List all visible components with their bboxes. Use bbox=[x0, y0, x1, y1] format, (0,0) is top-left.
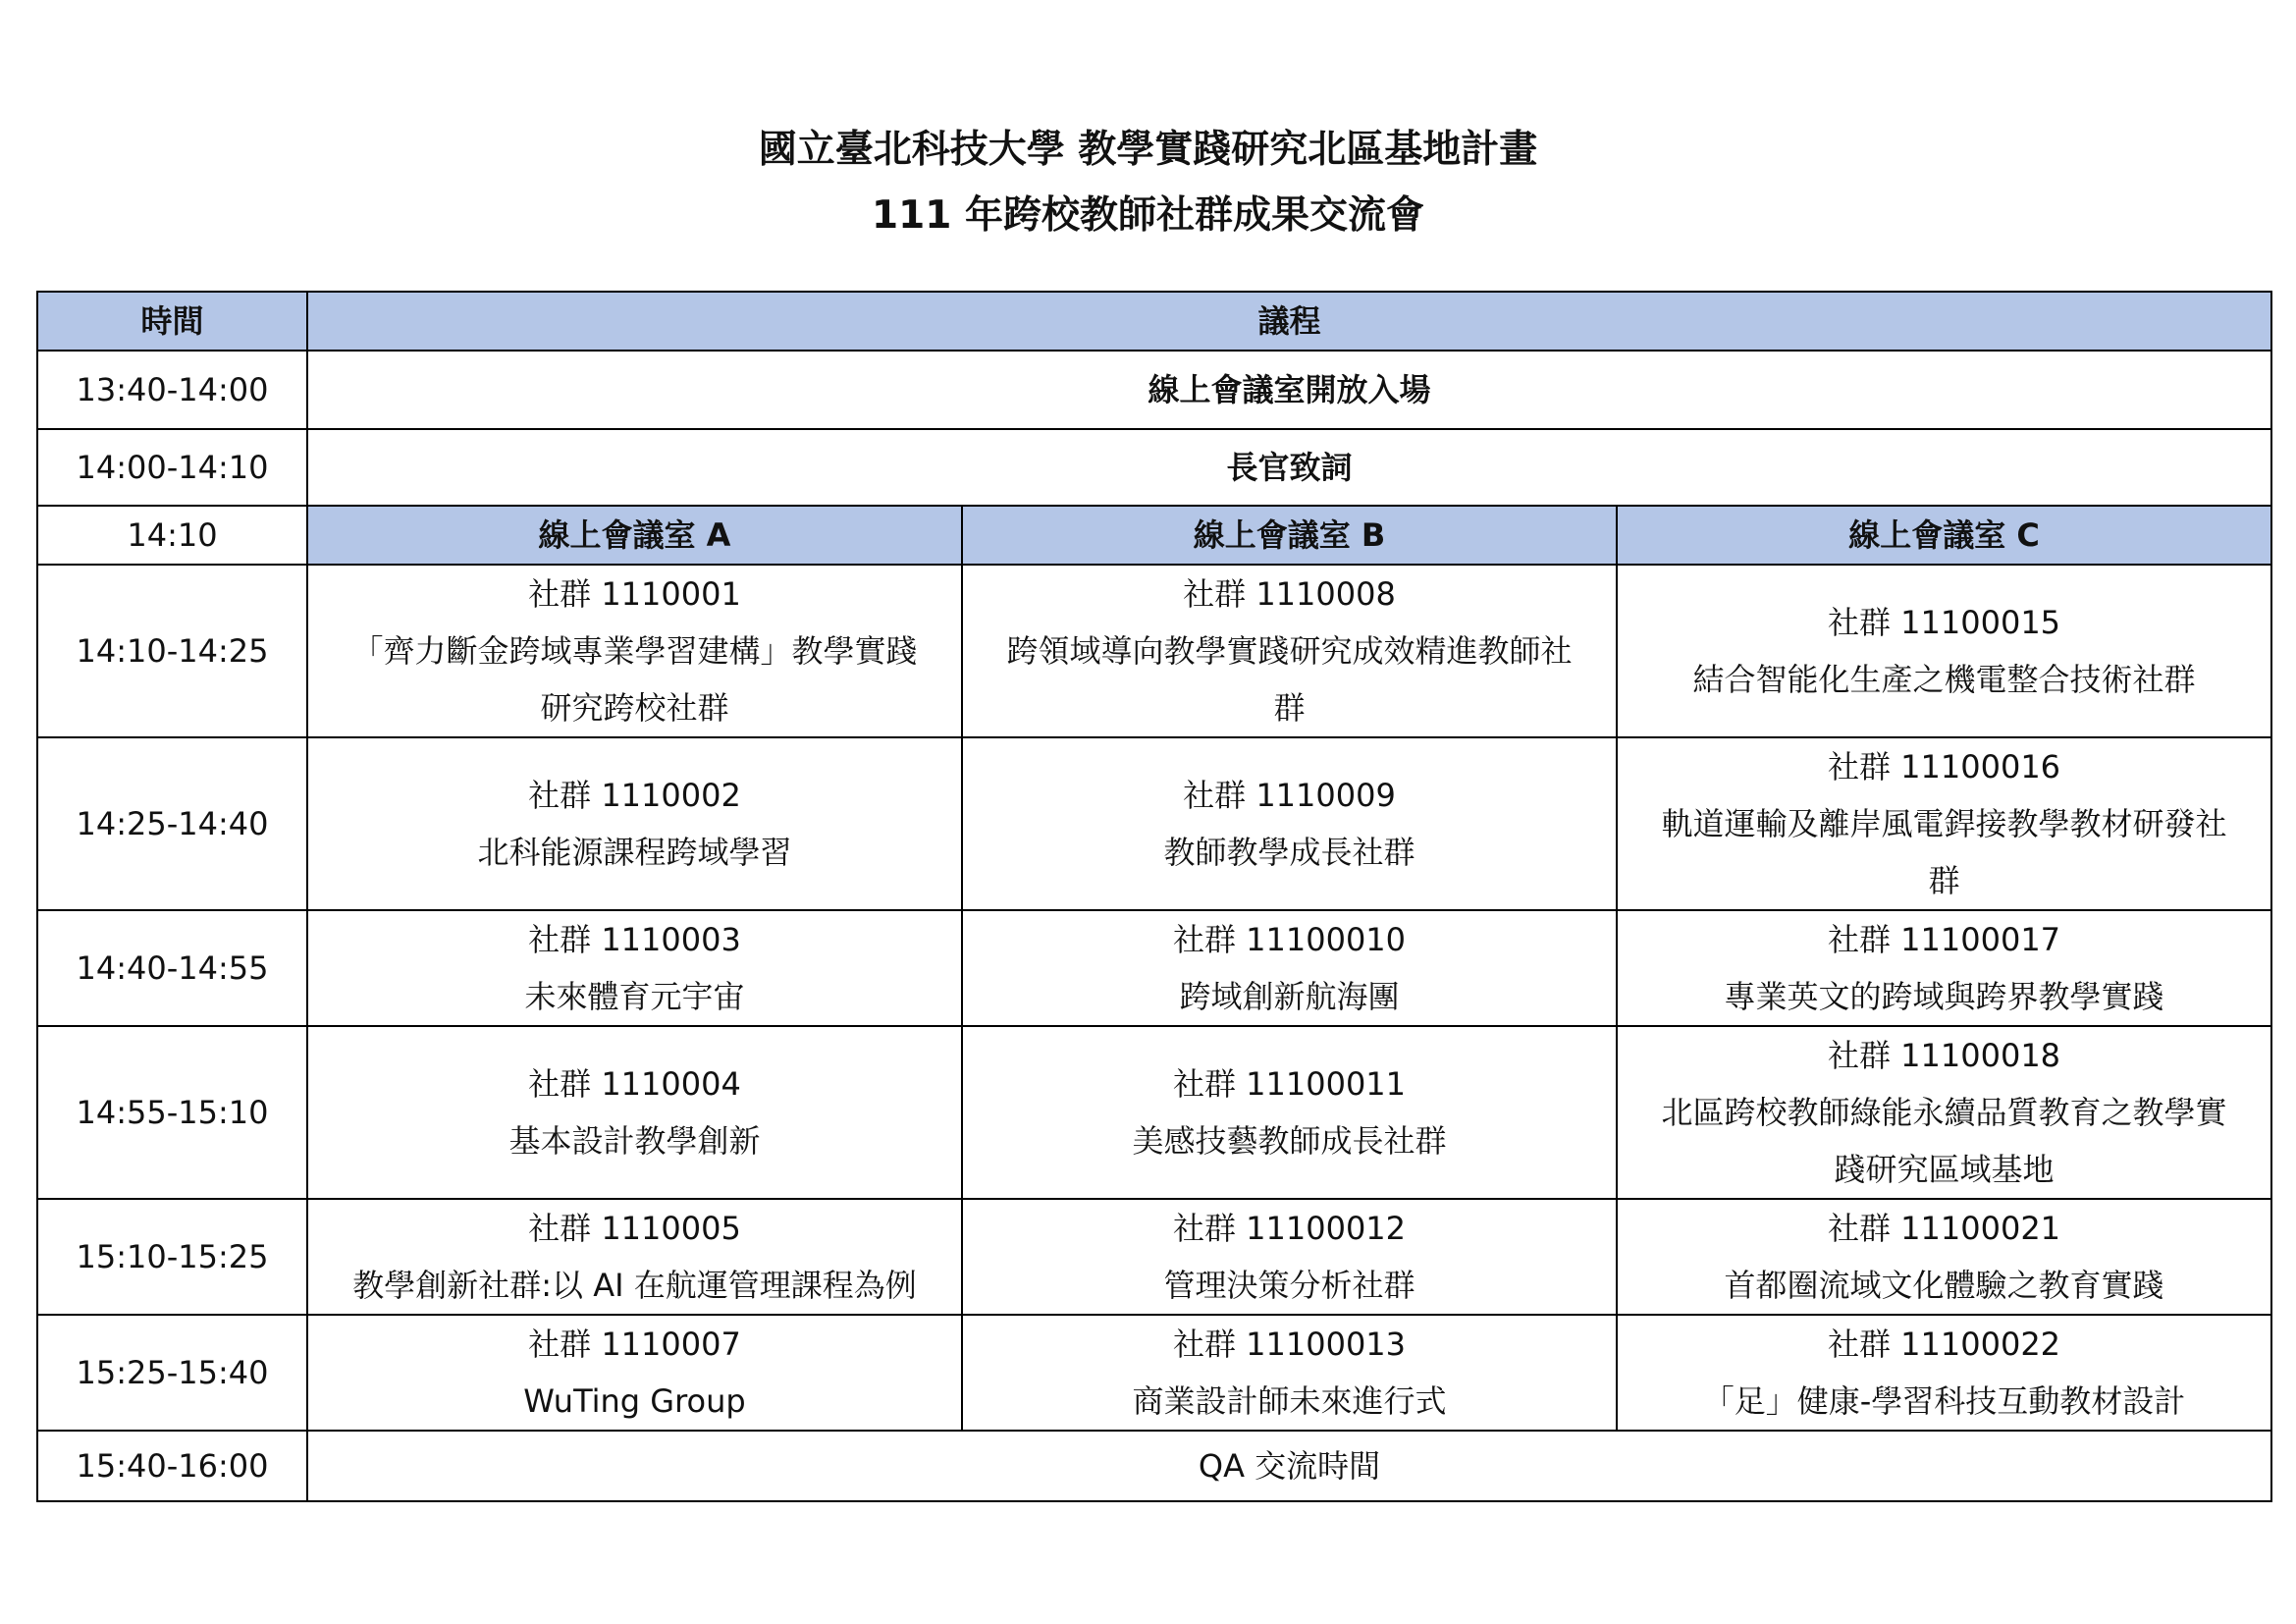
community-name: 教師教學成長社群 bbox=[1163, 834, 1415, 871]
time-cell: 14:10 bbox=[37, 506, 307, 565]
time-cell: 14:00-14:10 bbox=[37, 429, 307, 506]
session-row bbox=[37, 1199, 2271, 1315]
session-cell-c bbox=[1617, 910, 2271, 1026]
community-name: WuTing Group bbox=[523, 1382, 746, 1420]
community-id: 社群 11100018 bbox=[1827, 1037, 2061, 1074]
session-cell-c bbox=[1617, 1315, 2271, 1431]
header-row bbox=[37, 292, 2271, 351]
community-name: 管理決策分析社群 bbox=[1163, 1267, 1415, 1304]
time-cell: 15:25-15:40 bbox=[37, 1315, 307, 1431]
community-id: 社群 11100021 bbox=[1827, 1210, 2061, 1247]
session-cell-c bbox=[1617, 1026, 2271, 1199]
session-cell-c bbox=[1617, 565, 2271, 737]
community-id: 社群 1110005 bbox=[528, 1210, 741, 1247]
session-cell-b bbox=[962, 1199, 1617, 1315]
session-cell-a bbox=[307, 1199, 962, 1315]
session-cell-a bbox=[307, 910, 962, 1026]
community-id: 社群 11100017 bbox=[1827, 921, 2061, 958]
header-time: 時間 bbox=[37, 292, 307, 351]
community-id: 社群 1110009 bbox=[1183, 777, 1396, 814]
session-cell-b bbox=[962, 1315, 1617, 1431]
community-id: 社群 11100012 bbox=[1172, 1210, 1407, 1247]
room-a-header: 線上會議室 A bbox=[307, 506, 962, 565]
opening-row bbox=[37, 429, 2271, 506]
agenda-table bbox=[36, 291, 2272, 1502]
community-name: 美感技藝教師成長社群 bbox=[1132, 1122, 1447, 1160]
community-name: 北科能源課程跨域學習 bbox=[477, 834, 792, 871]
community-name: 未來體育元宇宙 bbox=[524, 978, 745, 1015]
room-b-header: 線上會議室 B bbox=[962, 506, 1617, 565]
community-name: 結合智能化生產之機電整合技術社群 bbox=[1692, 661, 2196, 698]
header-agenda: 議程 bbox=[307, 292, 2271, 351]
session-cell-b bbox=[962, 910, 1617, 1026]
community-name: 首都圈流域文化體驗之教育實踐 bbox=[1724, 1267, 2164, 1304]
community-id: 社群 11100022 bbox=[1827, 1326, 2061, 1363]
community-name: 跨領域導向教學實踐研究成效精進教師社 bbox=[1006, 632, 1573, 670]
community-id: 社群 1110004 bbox=[528, 1065, 741, 1103]
community-name: 教學創新社群:以 AI 在航運管理課程為例 bbox=[352, 1267, 917, 1304]
community-name: 基本設計教學創新 bbox=[508, 1122, 761, 1160]
closing-row bbox=[37, 1431, 2271, 1501]
agenda-item: 線上會議室開放入場 bbox=[307, 351, 2271, 429]
community-id: 社群 11100015 bbox=[1827, 604, 2061, 641]
document-title: 國立臺北科技大學 教學實踐研究北區基地計畫 bbox=[758, 128, 1538, 172]
session-row bbox=[37, 565, 2271, 737]
session-cell-a bbox=[307, 1315, 962, 1431]
time-cell: 14:55-15:10 bbox=[37, 1026, 307, 1199]
community-name: 北區跨校教師綠能永續品質教育之教學實 bbox=[1661, 1094, 2227, 1131]
community-name: 群 bbox=[1273, 689, 1306, 727]
community-name: 踐研究區域基地 bbox=[1834, 1151, 2055, 1188]
document-subtitle: 111 年跨校教師社群成果交流會 bbox=[872, 193, 1424, 238]
time-cell: 15:40-16:00 bbox=[37, 1431, 307, 1501]
time-cell: 14:40-14:55 bbox=[37, 910, 307, 1026]
session-cell-b bbox=[962, 737, 1617, 910]
session-cell-a bbox=[307, 1026, 962, 1199]
community-id: 社群 1110001 bbox=[528, 575, 741, 613]
room-c-header: 線上會議室 C bbox=[1617, 506, 2271, 565]
community-id: 社群 1110007 bbox=[528, 1326, 741, 1363]
session-cell-c bbox=[1617, 737, 2271, 910]
time-cell: 15:10-15:25 bbox=[37, 1199, 307, 1315]
community-name: 群 bbox=[1928, 862, 1960, 899]
community-id: 社群 11100010 bbox=[1172, 921, 1407, 958]
community-name: 跨域創新航海團 bbox=[1179, 978, 1400, 1015]
community-name: 「齊力斷金跨域專業學習建構」教學實踐 bbox=[351, 632, 918, 670]
community-name: 商業設計師未來進行式 bbox=[1132, 1382, 1447, 1420]
session-row bbox=[37, 910, 2271, 1026]
rooms-row bbox=[37, 506, 2271, 565]
community-id: 社群 1110003 bbox=[528, 921, 741, 958]
session-cell-c bbox=[1617, 1199, 2271, 1315]
community-id: 社群 11100016 bbox=[1827, 748, 2061, 785]
community-id: 社群 1110002 bbox=[528, 777, 741, 814]
community-name: 專業英文的跨域與跨界教學實踐 bbox=[1724, 978, 2164, 1015]
agenda-item: 長官致詞 bbox=[307, 429, 2271, 506]
opening-row bbox=[37, 351, 2271, 429]
community-name: 軌道運輸及離岸風電銲接教學教材研發社 bbox=[1661, 805, 2227, 842]
session-row bbox=[37, 1315, 2271, 1431]
community-id: 社群 11100013 bbox=[1172, 1326, 1407, 1363]
time-cell: 13:40-14:00 bbox=[37, 351, 307, 429]
session-cell-a bbox=[307, 565, 962, 737]
session-cell-b bbox=[962, 565, 1617, 737]
agenda-item: QA 交流時間 bbox=[307, 1431, 2271, 1501]
session-row bbox=[37, 737, 2271, 910]
community-id: 社群 1110008 bbox=[1183, 575, 1396, 613]
community-id: 社群 11100011 bbox=[1172, 1065, 1407, 1103]
time-cell: 14:10-14:25 bbox=[37, 565, 307, 737]
session-cell-a bbox=[307, 737, 962, 910]
community-name: 「足」健康-學習科技互動教材設計 bbox=[1702, 1382, 2186, 1420]
time-cell: 14:25-14:40 bbox=[37, 737, 307, 910]
community-name: 研究跨校社群 bbox=[540, 689, 729, 727]
session-row bbox=[37, 1026, 2271, 1199]
session-cell-b bbox=[962, 1026, 1617, 1199]
